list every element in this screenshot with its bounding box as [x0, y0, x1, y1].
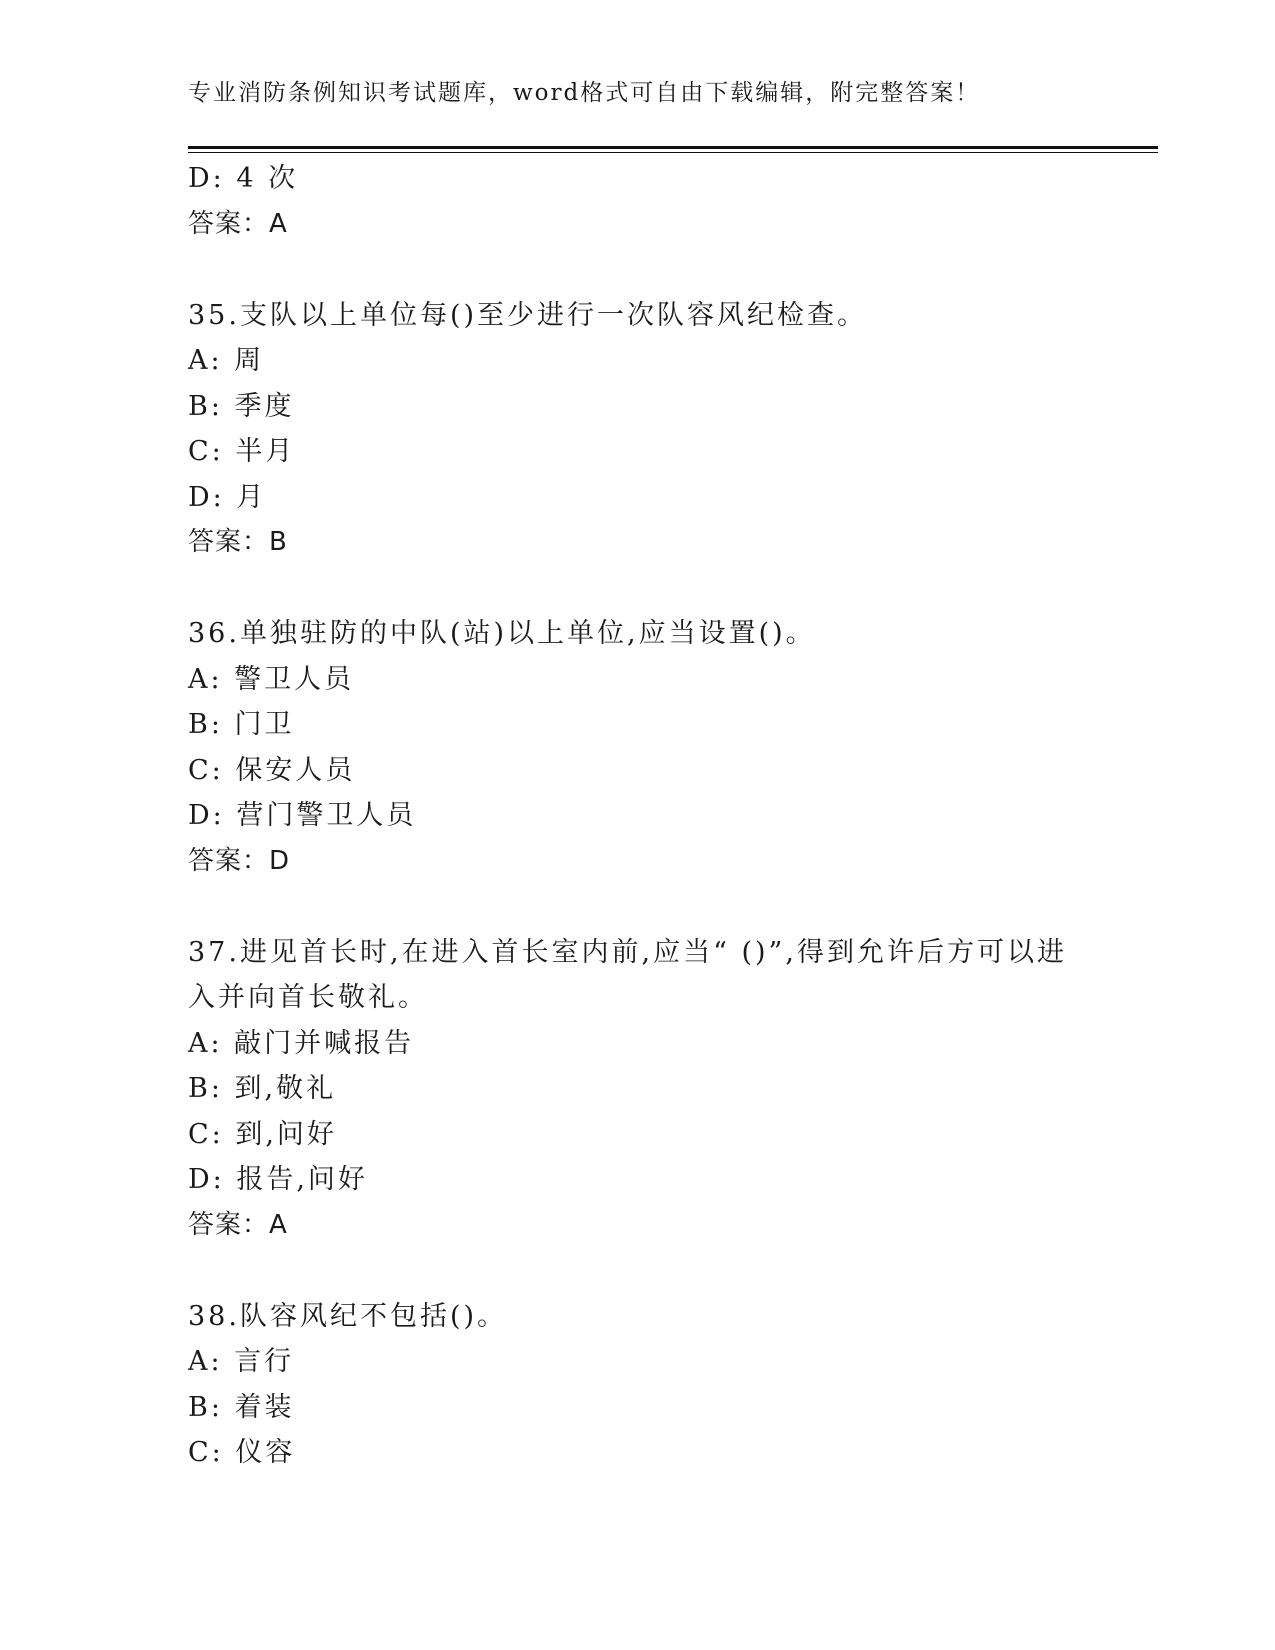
- question-stem: 35.支队以上单位每()至少进行一次队容风纪检查。: [188, 299, 868, 331]
- spacer: [188, 884, 1088, 930]
- question-content: [188, 156, 1088, 1476]
- spacer: [188, 247, 1088, 293]
- option-a: A: 言行: [188, 1346, 295, 1377]
- option-c: C: 半月: [188, 436, 296, 467]
- spacer: [188, 1248, 1088, 1294]
- option-a: A: 警卫人员: [188, 663, 355, 695]
- spacer: [188, 566, 1088, 612]
- option-a: A: 周: [188, 345, 265, 376]
- question-stem: 36.单独驻防的中队(站)以上单位,应当设置()。: [188, 618, 816, 649]
- question-stem: 37.进见首长时,在进入首长室内前,应当“ ()”,得到允许后方可以进入并向首长敬礼。: [188, 936, 1067, 1013]
- answer: 答案：D: [188, 845, 291, 876]
- option-c: C: 到,问好: [188, 1118, 337, 1150]
- option-b: B: 到,敬礼: [188, 1073, 337, 1104]
- option-d: D: 报告,问好: [188, 1164, 368, 1195]
- answer: 答案：A: [188, 1209, 288, 1240]
- answer: 答案：B: [188, 527, 288, 557]
- option-d: D: 营门警卫人员: [188, 800, 417, 831]
- option-a: A: 敲门并喊报告: [188, 1027, 415, 1059]
- question-stem: 38.队容风纪不包括()。: [188, 1300, 508, 1332]
- option-b: B: 季度: [188, 390, 295, 422]
- option-c: C: 仪容: [188, 1437, 296, 1468]
- header-rule-thin: [188, 152, 1158, 153]
- option-d: D: 4 次: [188, 163, 299, 194]
- option-b: B: 着装: [188, 1391, 295, 1423]
- document-header: 专业消防条例知识考试题库，word格式可自由下载编辑，附完整答案！: [188, 80, 981, 106]
- answer: 答案：A: [188, 208, 288, 239]
- option-d: D: 月: [188, 481, 267, 513]
- option-c: C: 保安人员: [188, 754, 356, 786]
- header-rule-thick: [188, 146, 1158, 149]
- option-b: B: 门卫: [188, 709, 295, 740]
